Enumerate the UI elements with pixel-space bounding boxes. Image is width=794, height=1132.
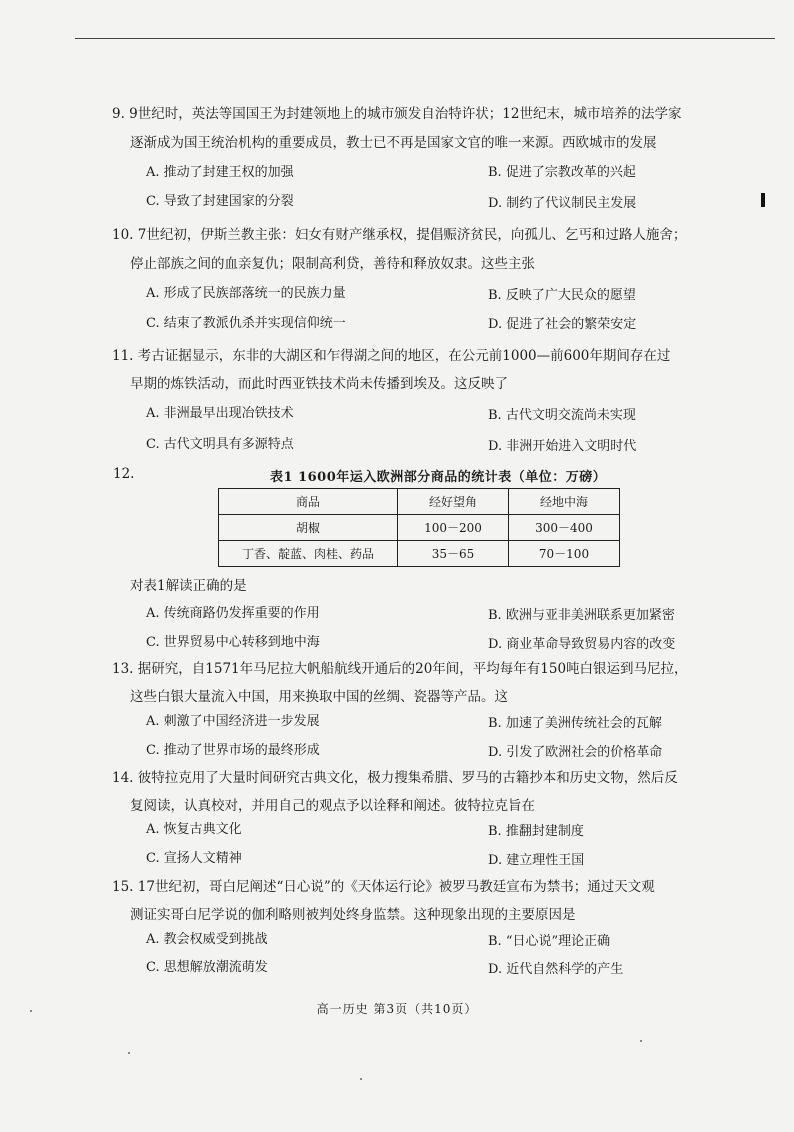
q11-option-c: C. 古代文明具有多源特点 xyxy=(146,437,294,452)
table-cell: 35－65 xyxy=(398,541,509,567)
q9-option-c: C. 导致了封建国家的分裂 xyxy=(146,194,294,209)
q15-option-b: B. “日心说”理论正确 xyxy=(488,934,611,949)
q9-stem-line1: 9. 9世纪时，英法等国国王为封建领地上的城市颁发自治特许状；12世纪末，城市培养的法学家 xyxy=(112,106,682,122)
q15-option-c: C. 思想解放潮流萌发 xyxy=(146,960,268,975)
table-row xyxy=(219,515,620,541)
q12-option-a: A. 传统商路仍发挥重要的作用 xyxy=(146,606,320,621)
q14-option-b: B. 推翻封建制度 xyxy=(488,824,584,839)
scan-speck xyxy=(360,1078,362,1080)
q15-stem-line2: 测证实哥白尼学说的伽利略则被判处终身监禁。这种现象出现的主要原因是 xyxy=(130,907,576,923)
q14-stem-line2: 复阅读，认真校对，并用自己的观点予以诠释和阐述。彼特拉克旨在 xyxy=(130,798,535,814)
scan-speck xyxy=(640,1040,642,1042)
q12-stem: 对表1解读正确的是 xyxy=(130,578,247,594)
q11-option-a: A. 非洲最早出现冶铁技术 xyxy=(146,406,294,421)
scan-speck xyxy=(30,1010,32,1012)
table-header-row xyxy=(219,489,620,515)
q14-option-a: A. 恢复古典文化 xyxy=(146,822,242,837)
q13-option-d: D. 引发了欧洲社会的价格革命 xyxy=(488,745,663,760)
q12-option-d: D. 商业革命导致贸易内容的改变 xyxy=(488,637,676,652)
margin-mark xyxy=(761,193,765,207)
table-cell: 胡椒 xyxy=(219,515,398,541)
q12-data-table xyxy=(218,488,620,567)
q13-option-b: B. 加速了美洲传统社会的瓦解 xyxy=(488,716,662,731)
q11-stem-line1: 11. 考古证据显示，东非的大湖区和乍得湖之间的地区，在公元前1000—前600年期间存在过 xyxy=(112,348,671,364)
q11-option-d: D. 非洲开始进入文明时代 xyxy=(488,439,637,454)
q11-option-b: B. 古代文明交流尚未实现 xyxy=(488,408,636,423)
q15-stem-line1: 15. 17世纪初，哥白尼阐述“日心说”的《天体运行论》被罗马教廷宣布为禁书；通过天文观 xyxy=(112,879,655,895)
q14-stem-line1: 14. 彼特拉克用了大量时间研究古典文化，极力搜集希腊、罗马的古籍抄本和历史文物，然后反 xyxy=(112,770,678,786)
q14-option-d: D. 建立理性王国 xyxy=(488,853,585,868)
table-header-cell: 经好望角 xyxy=(398,489,509,515)
q10-option-a: A. 形成了民族部落统一的民族力量 xyxy=(146,286,346,301)
q9-stem-line2: 逐渐成为国王统治机构的重要成员，教士已不再是国家文官的唯一来源。西欧城市的发展 xyxy=(130,135,657,151)
q9-option-d: D. 制约了代议制民主发展 xyxy=(488,196,637,211)
q13-stem-line1: 13. 据研究，自1571年马尼拉大帆船航线开通后的20年间，平均每年有150吨白银运到马尼拉， xyxy=(112,661,688,677)
q12-number: 12. xyxy=(113,466,135,482)
q15-option-d: D. 近代自然科学的产生 xyxy=(488,962,624,977)
q9-option-a: A. 推动了封建王权的加强 xyxy=(146,165,294,180)
table-header-cell: 经地中海 xyxy=(509,489,620,515)
q14-option-c: C. 宣扬人文精神 xyxy=(146,851,242,866)
q10-option-c: C. 结束了教派仇杀并实现信仰统一 xyxy=(146,316,346,331)
q12-option-b: B. 欧洲与亚非美洲联系更加紧密 xyxy=(488,608,675,623)
q13-option-c: C. 推动了世界市场的最终形成 xyxy=(146,743,320,758)
q10-stem-line2: 停止部族之间的血亲复仇；限制高利贷，善待和释放奴隶。这些主张 xyxy=(130,256,535,272)
q10-option-b: B. 反映了广大民众的愿望 xyxy=(488,288,636,303)
table-cell: 丁香、靛蓝、肉桂、药品 xyxy=(219,541,398,567)
scan-speck xyxy=(128,1052,130,1054)
q10-option-d: D. 促进了社会的繁荣安定 xyxy=(488,317,637,332)
table-header-cell: 商品 xyxy=(219,489,398,515)
q9-option-b: B. 促进了宗教改革的兴起 xyxy=(488,165,636,180)
table-row xyxy=(219,541,620,567)
top-rule xyxy=(75,38,775,39)
q13-stem-line2: 这些白银大量流入中国，用来换取中国的丝绸、瓷器等产品。这 xyxy=(130,689,508,705)
q10-stem-line1: 10. 7世纪初，伊斯兰教主张：妇女有财产继承权，提倡赈济贫民，向孤儿、乞丐和过路人施舍； xyxy=(112,227,687,243)
q15-option-a: A. 教会权威受到挑战 xyxy=(146,932,268,947)
table-cell: 100－200 xyxy=(398,515,509,541)
table-cell: 70－100 xyxy=(509,541,620,567)
q13-option-a: A. 刺激了中国经济进一步发展 xyxy=(146,714,320,729)
q12-table-title: 表1 1600年运入欧洲部分商品的统计表（单位：万磅） xyxy=(270,470,607,485)
q11-stem-line2: 早期的炼铁活动，而此时西亚铁技术尚未传播到埃及。这反映了 xyxy=(130,376,508,392)
table-cell: 300－400 xyxy=(509,515,620,541)
page-footer: 高一历史 第3页（共10页） xyxy=(316,1002,478,1016)
q12-option-c: C. 世界贸易中心转移到地中海 xyxy=(146,635,320,650)
